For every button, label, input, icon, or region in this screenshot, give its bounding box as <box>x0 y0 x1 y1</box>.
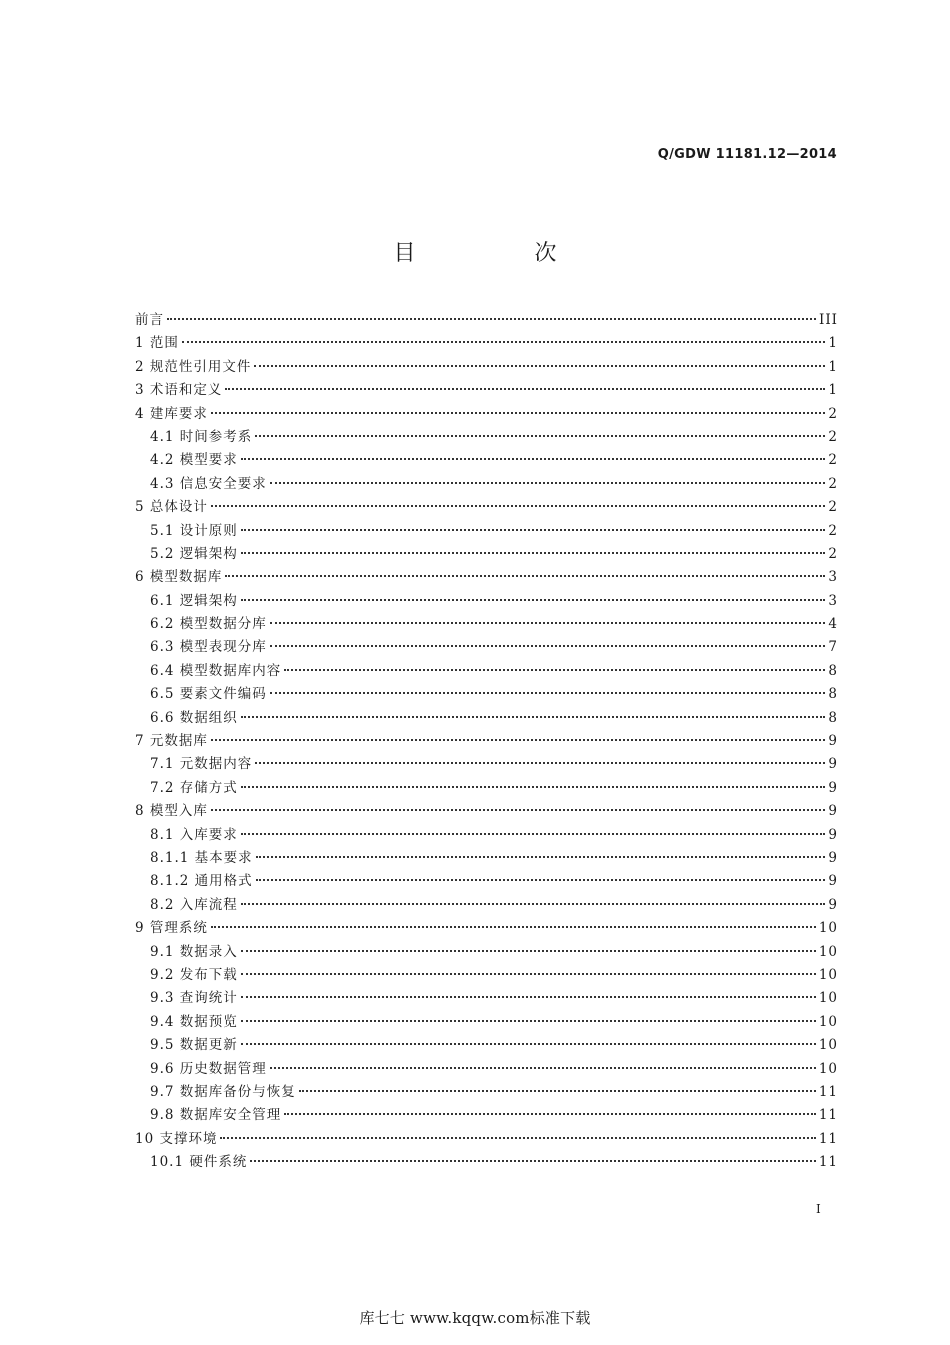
toc-entry-title: 9.6 历史数据管理 <box>150 1060 267 1077</box>
toc-entry[interactable] <box>135 870 838 893</box>
footer-watermark: 库七七 www.kqqw.com标准下载 <box>359 1309 591 1327</box>
toc-entry-title: 9 管理系统 <box>135 920 208 937</box>
toc-leader-dots <box>270 692 826 694</box>
toc-entry[interactable] <box>135 894 838 917</box>
toc-entry-title: 5 总体设计 <box>135 499 208 516</box>
toc-entry-page: III <box>819 312 838 328</box>
toc-entry-page: 3 <box>828 569 838 586</box>
toc-entry-page: 10 <box>818 1060 838 1077</box>
toc-entry-page: 9 <box>828 803 838 820</box>
toc-entry-page: 2 <box>828 545 838 562</box>
toc-leader-dots <box>256 879 826 881</box>
toc-entry[interactable] <box>135 777 838 800</box>
toc-entry-title: 9.3 查询统计 <box>150 990 238 1007</box>
toc-entry[interactable] <box>135 987 838 1010</box>
toc-entry-page: 1 <box>828 335 838 352</box>
toc-entry-page: 2 <box>828 499 838 516</box>
toc-entry-title: 8.1.1 基本要求 <box>150 849 253 866</box>
toc-entry-page: 4 <box>828 616 838 633</box>
toc-entry-page: 11 <box>818 1107 838 1124</box>
toc-entry[interactable] <box>135 496 838 519</box>
toc-entry[interactable] <box>135 1151 838 1174</box>
toc-entry-title: 6.6 数据组织 <box>150 709 238 726</box>
toc-leader-dots <box>254 365 825 367</box>
toc-entry[interactable] <box>135 1081 838 1104</box>
toc-entry-page: 9 <box>828 896 838 913</box>
toc-entry-title: 9.4 数据预览 <box>150 1013 238 1030</box>
toc-entry[interactable] <box>135 403 838 426</box>
toc-entry-title: 前言 <box>135 312 164 328</box>
toc-leader-dots <box>270 622 826 624</box>
page-number: I <box>816 1202 821 1216</box>
toc-entry-title: 10 支撑环境 <box>135 1130 218 1147</box>
toc-entry-page: 9 <box>828 826 838 843</box>
toc-entry-title: 4.2 模型要求 <box>150 452 238 469</box>
toc-entry[interactable] <box>135 800 838 823</box>
toc-entry-title: 5.1 设计原则 <box>150 522 238 539</box>
page-title: 目 次 <box>393 241 613 266</box>
toc-entry[interactable] <box>135 753 838 776</box>
toc-leader-dots <box>284 669 825 671</box>
toc-leader-dots <box>270 1067 816 1069</box>
toc-entry-title: 9.1 数据录入 <box>150 943 238 960</box>
toc-entry-title: 8.1 入库要求 <box>150 826 238 843</box>
toc-entry[interactable] <box>135 426 838 449</box>
toc-entry-title: 4.1 时间参考系 <box>150 428 253 445</box>
toc-entry[interactable] <box>135 1011 838 1034</box>
toc-entry-title: 8.2 入库流程 <box>150 896 238 913</box>
toc-entry[interactable] <box>135 824 838 847</box>
toc-entry-title: 9.2 发布下载 <box>150 966 238 983</box>
toc-leader-dots <box>211 809 826 811</box>
toc-entry-title: 6.2 模型数据分库 <box>150 616 267 633</box>
toc-entry[interactable] <box>135 730 838 753</box>
toc-entry-title: 6.3 模型表现分库 <box>150 639 267 656</box>
toc-leader-dots <box>211 926 816 928</box>
toc-entry-title: 7 元数据库 <box>135 733 208 750</box>
toc-entry-page: 8 <box>828 662 838 679</box>
toc-leader-dots <box>241 973 816 975</box>
toc-entry-page: 2 <box>828 405 838 422</box>
toc-entry-page: 1 <box>828 358 838 375</box>
toc-entry[interactable] <box>135 1058 838 1081</box>
toc-entry-page: 10 <box>818 943 838 960</box>
toc-entry-title: 6.1 逻辑架构 <box>150 592 238 609</box>
toc-entry-title: 10.1 硬件系统 <box>150 1154 248 1171</box>
toc-entry-page: 8 <box>828 686 838 703</box>
toc-entry-page: 10 <box>818 966 838 983</box>
standard-code: Q/GDW 11181.12—2014 <box>657 147 837 162</box>
toc-leader-dots <box>225 388 825 390</box>
toc-entry-title: 9.7 数据库备份与恢复 <box>150 1083 296 1100</box>
toc-entry[interactable] <box>135 636 838 659</box>
toc-leader-dots <box>299 1090 816 1092</box>
toc-entry-title: 9.8 数据库安全管理 <box>150 1107 282 1124</box>
toc-entry-title: 3 术语和定义 <box>135 382 223 399</box>
toc-leader-dots <box>211 412 826 414</box>
toc-entry[interactable] <box>135 1128 838 1151</box>
toc-leader-dots <box>250 1160 815 1162</box>
toc-entry-page: 11 <box>818 1154 838 1171</box>
toc-entry-title: 8 模型入库 <box>135 803 208 820</box>
toc-entry[interactable] <box>135 613 838 636</box>
toc-entry-title: 9.5 数据更新 <box>150 1037 238 1054</box>
toc-leader-dots <box>220 1137 815 1139</box>
toc-entry[interactable] <box>135 1104 838 1127</box>
toc-leader-dots <box>241 529 826 531</box>
toc-entry-page: 8 <box>828 709 838 726</box>
toc-leader-dots <box>241 1020 816 1022</box>
toc-leader-dots <box>167 318 816 320</box>
toc-leader-dots <box>241 903 826 905</box>
toc-entry-page: 1 <box>828 382 838 399</box>
toc-entry-page: 9 <box>828 733 838 750</box>
toc-leader-dots <box>255 435 825 437</box>
toc-entry-title: 2 规范性引用文件 <box>135 358 252 375</box>
toc-entry-page: 3 <box>828 592 838 609</box>
toc-entry-title: 5.2 逻辑架构 <box>150 545 238 562</box>
toc-entry-title: 7.2 存储方式 <box>150 779 238 796</box>
toc-leader-dots <box>256 856 826 858</box>
toc-entry[interactable] <box>135 543 838 566</box>
toc-entry-title: 1 范围 <box>135 335 179 352</box>
table-of-contents <box>135 309 838 1174</box>
toc-entry-title: 6.5 要素文件编码 <box>150 686 267 703</box>
toc-leader-dots <box>241 458 826 460</box>
toc-entry-page: 9 <box>828 873 838 890</box>
toc-entry[interactable] <box>135 590 838 613</box>
toc-leader-dots <box>241 786 826 788</box>
toc-entry[interactable] <box>135 917 838 940</box>
toc-entry[interactable] <box>135 332 838 355</box>
toc-leader-dots <box>241 1043 816 1045</box>
toc-entry-title: 6.4 模型数据库内容 <box>150 662 282 679</box>
toc-entry[interactable] <box>135 379 838 402</box>
toc-entry[interactable] <box>135 520 838 543</box>
toc-entry-page: 2 <box>828 522 838 539</box>
toc-entry[interactable] <box>135 309 838 332</box>
toc-entry-title: 7.1 元数据内容 <box>150 756 253 773</box>
toc-leader-dots <box>284 1113 816 1115</box>
toc-entry[interactable] <box>135 356 838 379</box>
toc-leader-dots <box>255 762 825 764</box>
toc-entry[interactable] <box>135 964 838 987</box>
toc-entry-page: 10 <box>818 1037 838 1054</box>
toc-entry-page: 2 <box>828 452 838 469</box>
toc-entry[interactable] <box>135 941 838 964</box>
toc-leader-dots <box>241 552 826 554</box>
toc-entry[interactable] <box>135 660 838 683</box>
toc-entry-title: 6 模型数据库 <box>135 569 223 586</box>
toc-entry-page: 11 <box>818 1083 838 1100</box>
toc-leader-dots <box>270 482 826 484</box>
toc-entry-title: 8.1.2 通用格式 <box>150 873 253 890</box>
toc-leader-dots <box>270 645 826 647</box>
toc-entry[interactable] <box>135 566 838 589</box>
toc-entry-page: 11 <box>818 1130 838 1147</box>
toc-entry-page: 7 <box>828 639 838 656</box>
toc-entry-page: 2 <box>828 428 838 445</box>
toc-entry[interactable] <box>135 847 838 870</box>
toc-entry-page: 9 <box>828 756 838 773</box>
toc-entry[interactable] <box>135 473 838 496</box>
toc-entry[interactable] <box>135 707 838 730</box>
toc-leader-dots <box>241 833 826 835</box>
toc-entry-title: 4 建库要求 <box>135 405 208 422</box>
toc-leader-dots <box>241 716 826 718</box>
toc-leader-dots <box>241 950 816 952</box>
toc-leader-dots <box>211 739 826 741</box>
toc-entry-page: 10 <box>818 1013 838 1030</box>
toc-entry[interactable] <box>135 449 838 472</box>
toc-entry-page: 10 <box>818 990 838 1007</box>
toc-entry-page: 2 <box>828 475 838 492</box>
toc-leader-dots <box>241 996 816 998</box>
toc-entry[interactable] <box>135 683 838 706</box>
toc-entry-page: 9 <box>828 779 838 796</box>
toc-leader-dots <box>225 575 825 577</box>
toc-leader-dots <box>241 599 826 601</box>
toc-entry[interactable] <box>135 1034 838 1057</box>
toc-entry-page: 10 <box>818 920 838 937</box>
toc-entry-title: 4.3 信息安全要求 <box>150 475 267 492</box>
toc-leader-dots <box>182 341 826 343</box>
toc-leader-dots <box>211 505 826 507</box>
toc-entry-page: 9 <box>828 849 838 866</box>
